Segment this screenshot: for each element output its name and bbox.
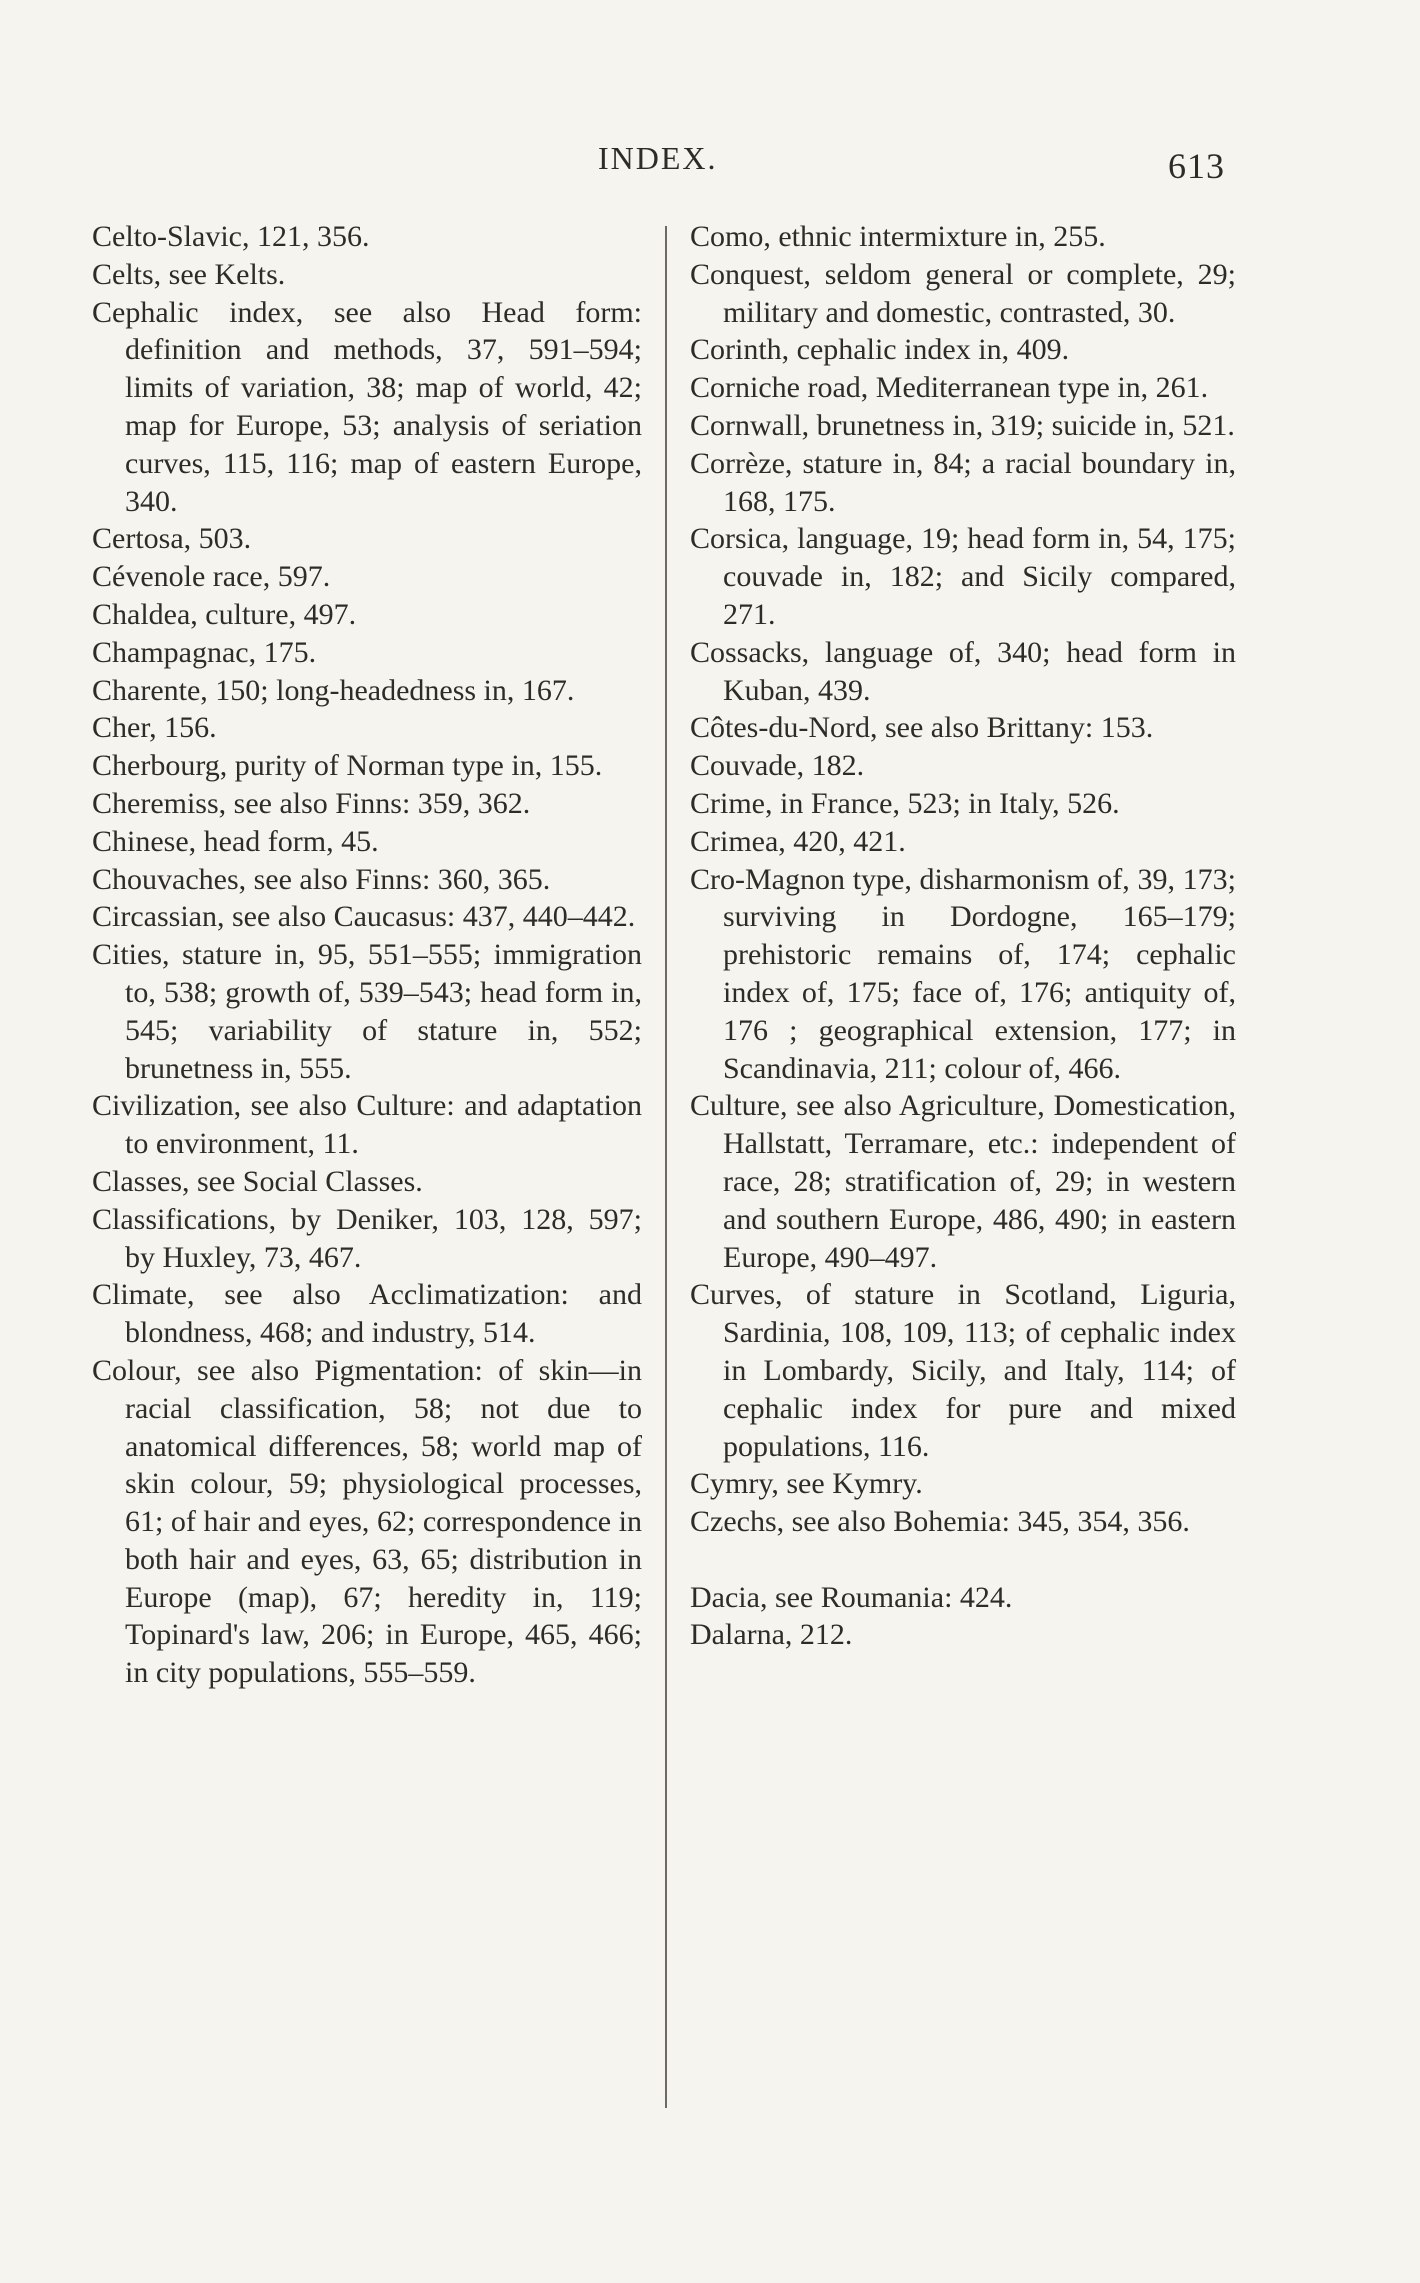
index-entry: Curves, of stature in Scotland, Liguria, Sardinia, 108, 109, 113; of cephalic index in Lombardy, Sicily, and Italy, 114; of cephalic index for pure and mixed populations, 116. bbox=[690, 1278, 1236, 1463]
index-entry: Conquest, seldom general or complete, 29; military and domestic, contrasted, 30. bbox=[690, 257, 1236, 329]
index-entry: Classifications, by Deniker, 103, 128, 597; by Huxley, 73, 467. bbox=[92, 1202, 642, 1274]
index-entry: Chaldea, culture, 497. bbox=[92, 597, 357, 631]
index-entry: Charente, 150; long-headedness in, 167. bbox=[92, 673, 575, 707]
index-entry: Champagnac, 175. bbox=[92, 635, 317, 669]
index-entry: Climate, see also Acclimatization: and blondness, 468; and industry, 514. bbox=[92, 1278, 642, 1350]
index-entry: Circassian, see also Caucasus: 437, 440–442. bbox=[92, 900, 636, 934]
index-entry: Classes, see Social Classes. bbox=[92, 1164, 423, 1198]
index-entry: Crime, in France, 523; in Italy, 526. bbox=[690, 786, 1120, 820]
index-entry: Como, ethnic intermixture in, 255. bbox=[690, 220, 1106, 253]
running-head bbox=[0, 138, 1420, 186]
index-entry: Cephalic index, see also Head form: definition and methods, 37, 591–594; limits of variation, 38; map of world, 42; map for Europe, 53; analysis of seriation curves, 115, 116; map of eastern Europe, 340. bbox=[92, 295, 642, 518]
index-entry: Certosa, 503. bbox=[92, 522, 252, 556]
index-entry: Cities, stature in, 95, 551–555; immigration to, 538; growth of, 539–543; head form in, 545; variability of stature in, 552; brunetness in, 555. bbox=[92, 938, 642, 1085]
index-entry: Cornwall, brunetness in, 319; suicide in, 521. bbox=[690, 408, 1235, 442]
index-entry: Corinth, cephalic index in, 409. bbox=[690, 333, 1070, 367]
index-entry: Crimea, 420, 421. bbox=[690, 824, 906, 858]
index-entry: Dalarna, 212. bbox=[690, 1618, 853, 1652]
index-entry: Cévenole race, 597. bbox=[92, 560, 331, 594]
index-column-left bbox=[92, 218, 642, 1692]
index-entry: Civilization, see also Culture: and adaptation to environment, 11. bbox=[92, 1089, 642, 1161]
letter-section-gap bbox=[690, 1541, 1236, 1579]
index-entry: Cheremiss, see also Finns: 359, 362. bbox=[92, 786, 531, 820]
index-entry: Cro-Magnon type, disharmonism of, 39, 173; surviving in Dordogne, 165–179; prehistoric remains of, 174; cephalic index of, 175; face of, 176; antiquity of, 176 ; geographical extension, 177; in Scandinavia, 211; colour of, 466. bbox=[690, 862, 1236, 1085]
index-entry: Dacia, see Roumania: 424. bbox=[690, 1580, 1013, 1614]
index-entry: Chinese, head form, 45. bbox=[92, 824, 379, 858]
page-number: 613 bbox=[1168, 146, 1225, 186]
index-entry: Cher, 156. bbox=[92, 711, 217, 745]
index-entry: Cossacks, language of, 340; head form in Kuban, 439. bbox=[690, 635, 1236, 707]
column-divider bbox=[665, 226, 667, 2108]
index-entry: Colour, see also Pigmentation: of skin—in racial classification, 58; not due to anatomical differences, 58; world map of skin colour, 59; physiological processes, 61; of hair and eyes, 62; correspondence in both hair and eyes, 63, 65; distribution in Europe (map), 67; heredity in, 119; Topinard's law, 206; in Europe, 465, 466; in city populations, 555–559. bbox=[92, 1353, 642, 1690]
index-entry: Celts, see Kelts. bbox=[92, 257, 286, 291]
index-entry: Corniche road, Mediterranean type in, 261. bbox=[690, 371, 1209, 405]
index-entry: Couvade, 182. bbox=[690, 749, 865, 783]
index-entry: Celto-Slavic, 121, 356. bbox=[92, 220, 370, 253]
index-entry: Cherbourg, purity of Norman type in, 155. bbox=[92, 749, 603, 783]
index-entry: Culture, see also Agriculture, Domestication, Hallstatt, Terramare, etc.: independent of race, 28; stratification of, 29; in western and southern Europe, 486, 490; in eastern Europe, 490–497. bbox=[690, 1089, 1236, 1274]
index-entry: Chouvaches, see also Finns: 360, 365. bbox=[92, 862, 551, 896]
index-entry: Corsica, language, 19; head form in, 54, 175; couvade in, 182; and Sicily compared, 271. bbox=[690, 522, 1236, 631]
index-entry: Corrèze, stature in, 84; a racial boundary in, 168, 175. bbox=[690, 446, 1236, 518]
index-entry: Côtes-du-Nord, see also Brittany: 153. bbox=[690, 711, 1154, 745]
index-entry: Cymry, see Kymry. bbox=[690, 1467, 923, 1501]
index-column-right bbox=[690, 218, 1236, 1654]
index-entry: Czechs, see also Bohemia: 345, 354, 356. bbox=[690, 1505, 1190, 1539]
page-title: INDEX. bbox=[598, 140, 718, 176]
